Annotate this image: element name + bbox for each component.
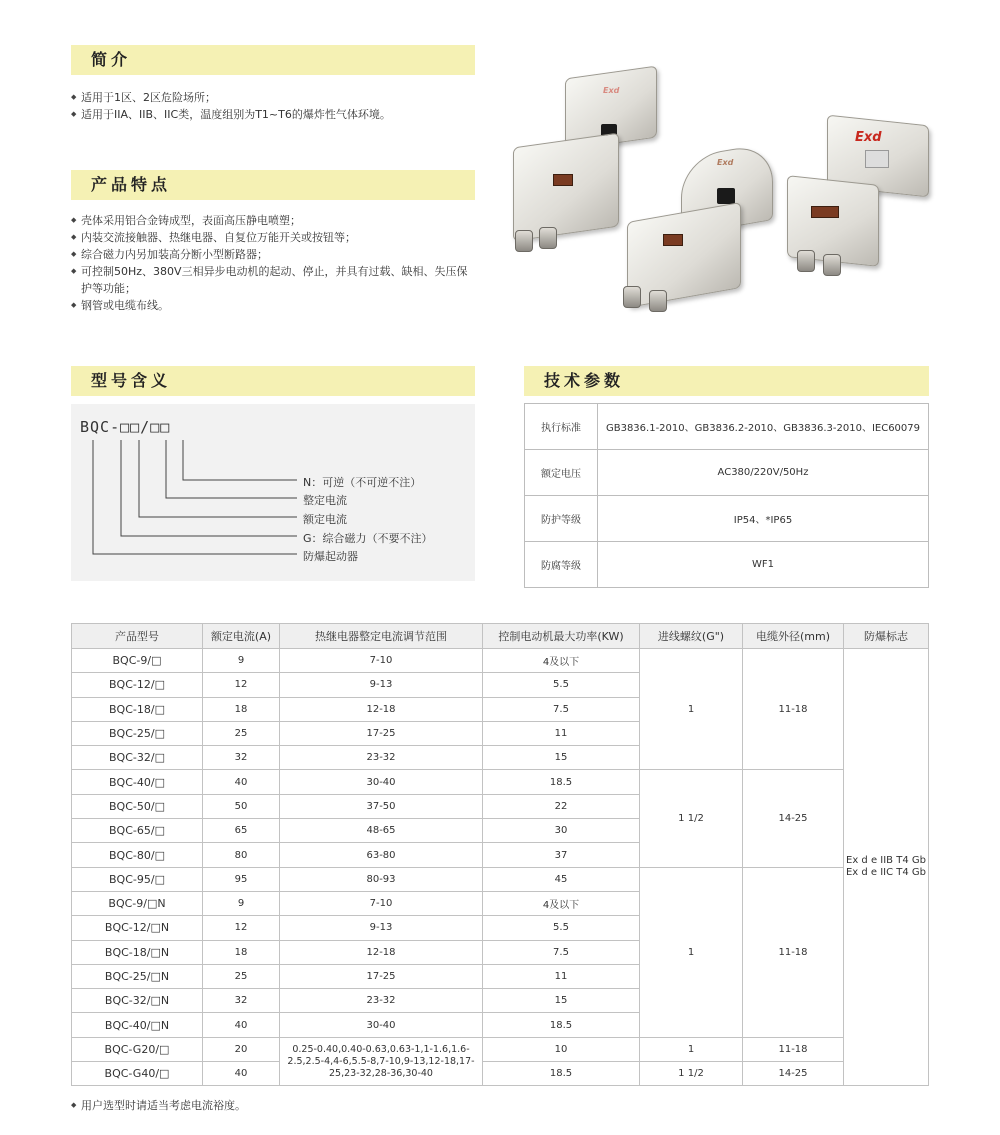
param-value: WF1 (598, 542, 929, 588)
current-cell: 32 (203, 746, 280, 770)
thread-cell: 1 (640, 867, 743, 1037)
param-value: IP54、*IP65 (598, 496, 929, 542)
cable-gland-icon (623, 286, 641, 308)
current-cell: 50 (203, 794, 280, 818)
table-row (525, 542, 929, 588)
model-cell: BQC-25/□N (72, 964, 203, 988)
cable-cell: 14-25 (743, 1062, 844, 1086)
cable-cell: 14-25 (743, 770, 844, 867)
current-cell: 25 (203, 721, 280, 745)
range-cell: 12-18 (280, 697, 483, 721)
current-cell: 12 (203, 916, 280, 940)
footnote-list (71, 1097, 671, 1114)
cable-gland-icon (823, 254, 841, 276)
power-cell: 4及以下 (483, 649, 640, 673)
list-item: ◆ 适用于IIA、IIB、IIC类，温度组别为T1~T6的爆炸性气体环境。 (71, 106, 471, 123)
param-key: 防护等级 (525, 496, 598, 542)
table-row (525, 450, 929, 496)
model-cell: BQC-32/□ (72, 746, 203, 770)
table-row (72, 1037, 929, 1061)
exd-marking-3: Exd (855, 130, 882, 145)
table-row (72, 770, 929, 794)
current-cell: 9 (203, 891, 280, 915)
current-cell: 25 (203, 964, 280, 988)
range-cell: 0.25-0.40,0.40-0.63,0.63-1,1-1.6,1.6-2.5,2.5-4,4-6,5.5-8,7-10,9-13,12-18,17-25,23-32,28-36,30-40 (280, 1037, 483, 1086)
exd-marking-2: Exd (717, 158, 734, 167)
model-cell: BQC-65/□ (72, 819, 203, 843)
tech-params-title: 技术参数 (544, 371, 625, 390)
current-cell: 40 (203, 770, 280, 794)
range-cell: 9-13 (280, 916, 483, 940)
starter-enclosure-2 (627, 202, 741, 308)
model-cell: BQC-80/□ (72, 843, 203, 867)
current-cell: 95 (203, 867, 280, 891)
intro-title: 简介 (91, 50, 132, 69)
param-key: 防腐等级 (525, 542, 598, 588)
current-cell: 80 (203, 843, 280, 867)
range-cell: 17-25 (280, 721, 483, 745)
model-cell: BQC-25/□ (72, 721, 203, 745)
legend-reversible: N：可逆（不可逆不注） (303, 476, 422, 489)
power-cell: 45 (483, 867, 640, 891)
ex-mark-iic: Ex d e IIC T4 Gb (845, 867, 927, 879)
model-cell: BQC-9/□N (72, 891, 203, 915)
range-cell: 23-32 (280, 989, 483, 1013)
cable-gland-icon (797, 250, 815, 272)
list-item: ◆ 综合磁力内另加装高分断小型断路器； (71, 246, 475, 263)
features-header (71, 170, 475, 200)
product-spec-table (71, 623, 929, 1086)
column-header: 防爆标志 (844, 624, 929, 649)
current-cell: 9 (203, 649, 280, 673)
model-cell: BQC-G20/□ (72, 1037, 203, 1061)
range-cell: 7-10 (280, 649, 483, 673)
column-header: 电缆外径(mm) (743, 624, 844, 649)
param-value: AC380/220V/50Hz (598, 450, 929, 496)
thread-cell: 1 (640, 1037, 743, 1061)
legend-explosion-proof-starter: 防爆起动器 (303, 550, 358, 563)
power-cell: 15 (483, 746, 640, 770)
model-cell: BQC-95/□ (72, 867, 203, 891)
thread-cell: 1 (640, 649, 743, 770)
column-header: 控制电动机最大功率(KW) (483, 624, 640, 649)
table-row (525, 496, 929, 542)
thread-cell: 1 1/2 (640, 770, 743, 867)
tech-params-table (524, 403, 929, 588)
column-header: 产品型号 (72, 624, 203, 649)
param-key: 额定电压 (525, 450, 598, 496)
range-cell: 37-50 (280, 794, 483, 818)
current-cell: 40 (203, 1062, 280, 1086)
current-cell: 18 (203, 940, 280, 964)
power-cell: 4及以下 (483, 891, 640, 915)
model-code: BQC-□□/□□ (80, 418, 171, 436)
power-cell: 37 (483, 843, 640, 867)
model-meaning-title: 型号含义 (91, 371, 172, 390)
nameplate-icon (663, 234, 683, 246)
cable-gland-icon (515, 230, 533, 252)
model-legend-lines (71, 404, 475, 581)
power-cell: 11 (483, 721, 640, 745)
param-value: GB3836.1-2010、GB3836.2-2010、GB3836.3-2010、IEC60079 (598, 404, 929, 450)
model-meaning-header (71, 366, 475, 396)
power-cell: 7.5 (483, 940, 640, 964)
param-key: 执行标准 (525, 404, 598, 450)
features-bullet-list (71, 212, 475, 314)
current-cell: 40 (203, 1013, 280, 1037)
power-cell: 11 (483, 964, 640, 988)
column-header: 进线螺纹(G") (640, 624, 743, 649)
model-cell: BQC-40/□ (72, 770, 203, 794)
range-cell: 17-25 (280, 964, 483, 988)
cable-cell: 11-18 (743, 649, 844, 770)
legend-setting-current: 整定电流 (303, 494, 347, 507)
features-title: 产品特点 (91, 175, 172, 194)
range-cell: 48-65 (280, 819, 483, 843)
power-cell: 22 (483, 794, 640, 818)
legend-rated-current: 额定电流 (303, 513, 347, 526)
knob-icon (717, 188, 735, 204)
ex-mark-cell (844, 649, 929, 1086)
range-cell: 7-10 (280, 891, 483, 915)
power-cell: 5.5 (483, 916, 640, 940)
starter-enclosure-1 (513, 133, 619, 242)
thread-cell: 1 1/2 (640, 1062, 743, 1086)
switch-window-icon (865, 150, 889, 168)
current-cell: 12 (203, 673, 280, 697)
cable-cell: 11-18 (743, 867, 844, 1037)
range-cell: 63-80 (280, 843, 483, 867)
table-row (72, 867, 929, 891)
list-item: ◆ 壳体采用铝合金铸成型，表面高压静电喷塑； (71, 212, 475, 229)
model-cell: BQC-G40/□ (72, 1062, 203, 1086)
power-cell: 15 (483, 989, 640, 1013)
exd-marking-1: Exd (603, 86, 620, 95)
legend-magnetic: G：综合磁力（不要不注） (303, 532, 433, 545)
model-cell: BQC-12/□N (72, 916, 203, 940)
tech-params-header (524, 366, 929, 396)
nameplate-icon (811, 206, 839, 218)
cable-cell: 11-18 (743, 1037, 844, 1061)
column-header: 额定电流(A) (203, 624, 280, 649)
model-cell: BQC-40/□N (72, 1013, 203, 1037)
power-cell: 10 (483, 1037, 640, 1061)
footnote: ◆ 用户选型时请适当考虑电流裕度。 (71, 1097, 671, 1114)
range-cell: 23-32 (280, 746, 483, 770)
ex-mark-iib: Ex d e IIB T4 Gb (846, 855, 926, 867)
power-cell: 30 (483, 819, 640, 843)
table-row (72, 649, 929, 673)
list-item: ◆ 可控制50Hz、380V三相异步电动机的起动、停止，并具有过载、缺相、失压保护等功能； (71, 263, 475, 297)
table-row (525, 404, 929, 450)
range-cell: 12-18 (280, 940, 483, 964)
model-cell: BQC-18/□N (72, 940, 203, 964)
column-header: 热继电器整定电流调节范围 (280, 624, 483, 649)
current-cell: 65 (203, 819, 280, 843)
current-cell: 20 (203, 1037, 280, 1061)
table-row (72, 1062, 929, 1086)
current-cell: 32 (203, 989, 280, 1013)
model-cell: BQC-32/□N (72, 989, 203, 1013)
intro-bullet-list (71, 89, 471, 123)
cable-gland-icon (649, 290, 667, 312)
range-cell: 80-93 (280, 867, 483, 891)
table-header-row (72, 624, 929, 649)
model-cell: BQC-9/□ (72, 649, 203, 673)
model-meaning-panel (71, 404, 475, 581)
model-cell: BQC-50/□ (72, 794, 203, 818)
power-cell: 7.5 (483, 697, 640, 721)
range-cell: 9-13 (280, 673, 483, 697)
power-cell: 18.5 (483, 1013, 640, 1037)
power-cell: 5.5 (483, 673, 640, 697)
current-cell: 18 (203, 697, 280, 721)
model-cell: BQC-12/□ (72, 673, 203, 697)
nameplate-icon (553, 174, 573, 186)
product-photo (505, 62, 935, 312)
list-item: ◆ 钢管或电缆布线。 (71, 297, 475, 314)
range-cell: 30-40 (280, 1013, 483, 1037)
range-cell: 30-40 (280, 770, 483, 794)
power-cell: 18.5 (483, 1062, 640, 1086)
cable-gland-icon (539, 227, 557, 249)
list-item: ◆ 适用于1区、2区危险场所； (71, 89, 471, 106)
list-item: ◆ 内装交流接触器、热继电器、自复位万能开关或按钮等； (71, 229, 475, 246)
model-cell: BQC-18/□ (72, 697, 203, 721)
intro-header (71, 45, 475, 75)
power-cell: 18.5 (483, 770, 640, 794)
